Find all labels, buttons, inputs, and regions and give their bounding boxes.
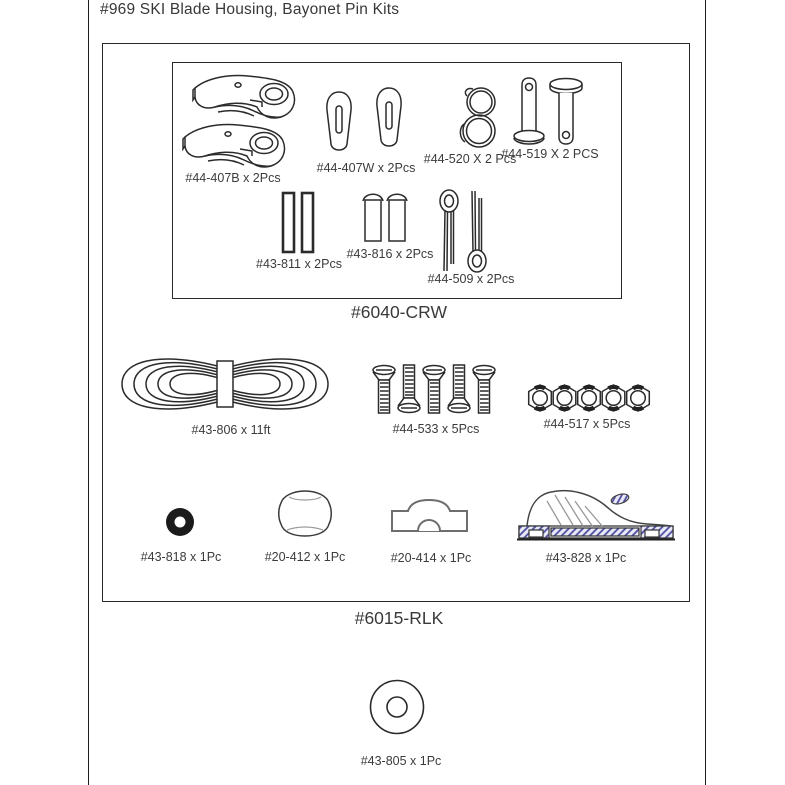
part-ring-44-520 — [455, 86, 503, 150]
label-ring: #44-520 X 2 Pcs — [423, 152, 517, 166]
rope-coil-illustration — [119, 349, 331, 419]
label-flat-pin: #43-811 x 2Pcs — [256, 257, 342, 271]
part-cap-pin-43-816 — [362, 189, 408, 245]
label-rope: #43-806 x 11ft — [191, 423, 271, 437]
label-ball: #20-412 x 1Pc — [264, 550, 346, 564]
flat-pin-pair-illustration — [281, 191, 315, 255]
wedge-pair-illustration — [323, 87, 407, 157]
part-screws-44-533 — [372, 361, 496, 419]
label-clamp: #44-407B x 2Pcs — [185, 171, 281, 185]
ring-pair-illustration — [455, 86, 503, 150]
part-grommet-43-818 — [165, 507, 195, 537]
part-rope-43-806 — [119, 349, 331, 419]
screw-set-illustration — [372, 361, 496, 419]
label-cap-pin: #43-816 x 2Pcs — [346, 247, 434, 261]
saddle-illustration — [391, 499, 468, 534]
clevis-pin-pair-illustration — [512, 76, 588, 148]
washer-illustration — [368, 678, 426, 736]
grommet-illustration — [165, 507, 195, 537]
cotter-pin-pair-illustration — [438, 189, 490, 275]
part-washer-43-805 — [368, 678, 426, 736]
label-nuts: #44-517 x 5Pcs — [543, 417, 631, 431]
label-housing: #43-828 x 1Pc — [545, 551, 627, 565]
part-wedge-44-407w — [323, 87, 407, 157]
part-cotter-pin-44-509 — [438, 189, 490, 275]
label-wedge: #44-407W x 2Pcs — [316, 161, 416, 175]
ball-illustration — [276, 490, 334, 537]
part-nuts-44-517 — [527, 383, 651, 413]
clamp-pair-illustration — [180, 73, 298, 170]
page-title: #969 SKI Blade Housing, Bayonet Pin Kits — [100, 1, 400, 18]
housing-section-illustration — [517, 487, 677, 543]
label-washer: #43-805 x 1Pc — [360, 754, 442, 768]
part-housing-43-828 — [517, 487, 677, 543]
part-flat-pin-43-811 — [281, 191, 315, 255]
nut-set-illustration — [527, 383, 651, 413]
kit-rlk-label: #6015-RLK — [354, 608, 444, 628]
label-grommet: #43-818 x 1Pc — [140, 550, 222, 564]
part-saddle-20-414 — [391, 499, 468, 534]
cap-pin-pair-illustration — [362, 189, 408, 245]
part-clevis-pin-44-519 — [512, 76, 588, 148]
label-clevis-pin: #44-519 X 2 PCS — [501, 147, 599, 161]
label-screws: #44-533 x 5Pcs — [392, 422, 480, 436]
label-cotter-pin: #44-509 x 2Pcs — [427, 272, 515, 286]
label-saddle: #20-414 x 1Pc — [390, 551, 472, 565]
kit-crw-label: #6040-CRW — [351, 302, 447, 322]
part-clamp-44-407b — [180, 73, 298, 170]
part-ball-20-412 — [276, 490, 334, 537]
